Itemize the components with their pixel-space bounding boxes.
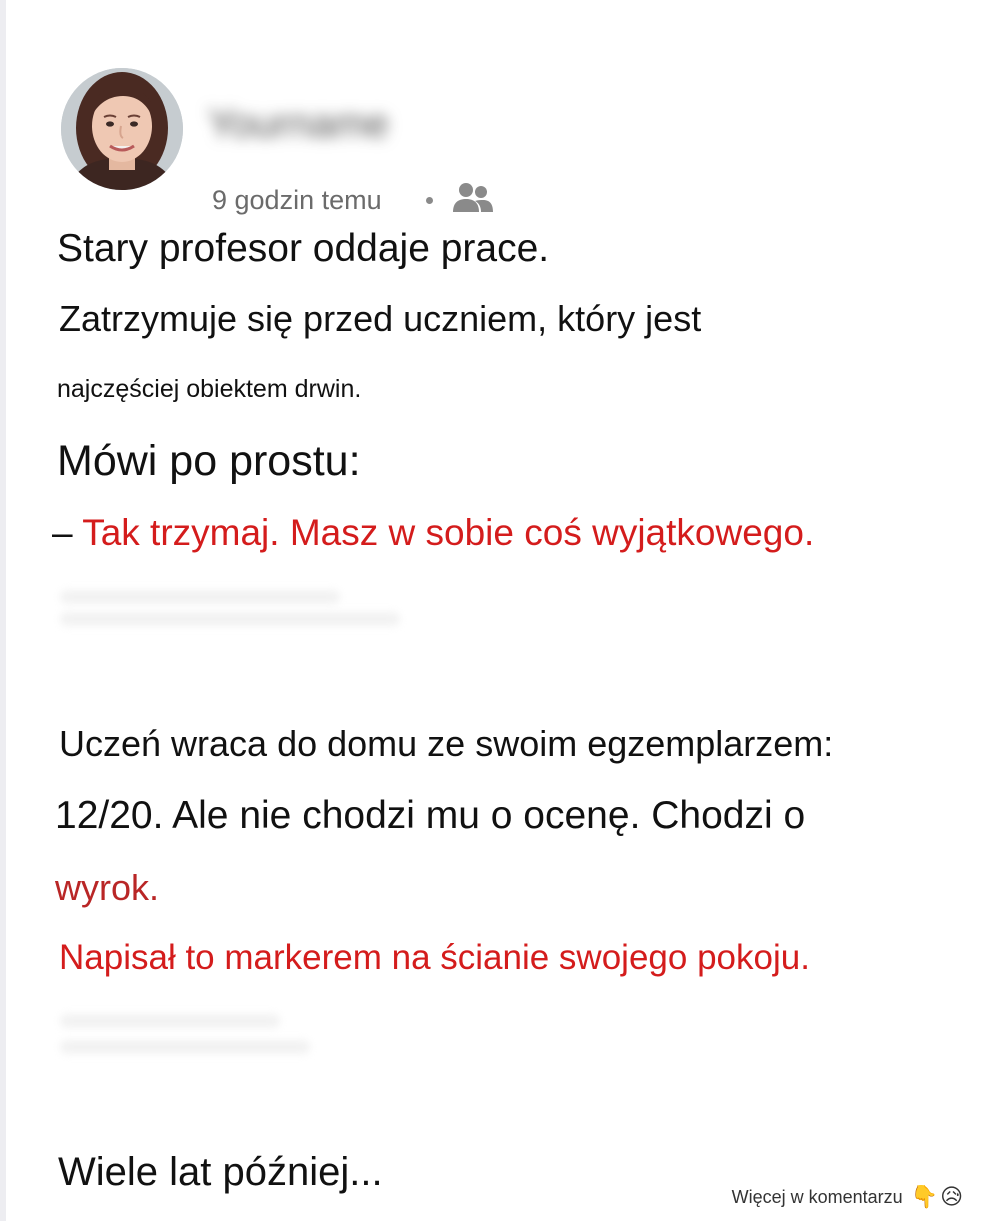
avatar-portrait — [61, 68, 183, 190]
post-line-6: Uczeń wraca do domu ze swoim egzemplarzem: — [59, 723, 834, 764]
post-line-2: Zatrzymuje się przed uczniem, który jest — [59, 298, 702, 339]
post-line-3: najczęściej obiektem drwin. — [57, 375, 362, 403]
author-name-blurred[interactable]: Yourname — [208, 102, 389, 146]
faded-text-ghost — [60, 612, 400, 626]
faded-text-ghost — [60, 590, 340, 604]
faded-text-ghost — [60, 1040, 310, 1054]
post-line-10: Wiele lat później... — [58, 1150, 383, 1194]
left-edge-bar — [0, 0, 6, 1221]
sad-face-icon: 😥 — [940, 1184, 963, 1209]
post-line-4: Mówi po prostu: — [57, 437, 361, 485]
highlighted-quote: Tak trzymaj. Masz w sobie coś wyjątkowego. — [82, 512, 815, 553]
friends-icon[interactable] — [451, 180, 495, 221]
post-line-8: wyrok. — [55, 867, 160, 908]
dash-prefix: – — [52, 512, 83, 553]
more-in-comments-label: Więcej w komentarzu — [731, 1186, 903, 1207]
post-meta — [212, 181, 495, 219]
post-time[interactable]: 9 godzin temu — [212, 184, 382, 215]
more-in-comments-note[interactable] — [732, 1186, 963, 1208]
post-line-5 — [52, 514, 814, 551]
post-line-9: Napisał to markerem na ścianie swojego pokoju. — [59, 938, 810, 977]
post-line-1: Stary profesor oddaje prace. — [57, 227, 550, 270]
avatar[interactable] — [61, 68, 183, 190]
post-line-7: 12/20. Ale nie chodzi mu o ocenę. Chodzi o — [55, 794, 806, 837]
meta-separator-dot — [426, 197, 433, 204]
faded-text-ghost — [60, 1014, 280, 1028]
pointing-down-icon: 👇 — [910, 1184, 939, 1209]
